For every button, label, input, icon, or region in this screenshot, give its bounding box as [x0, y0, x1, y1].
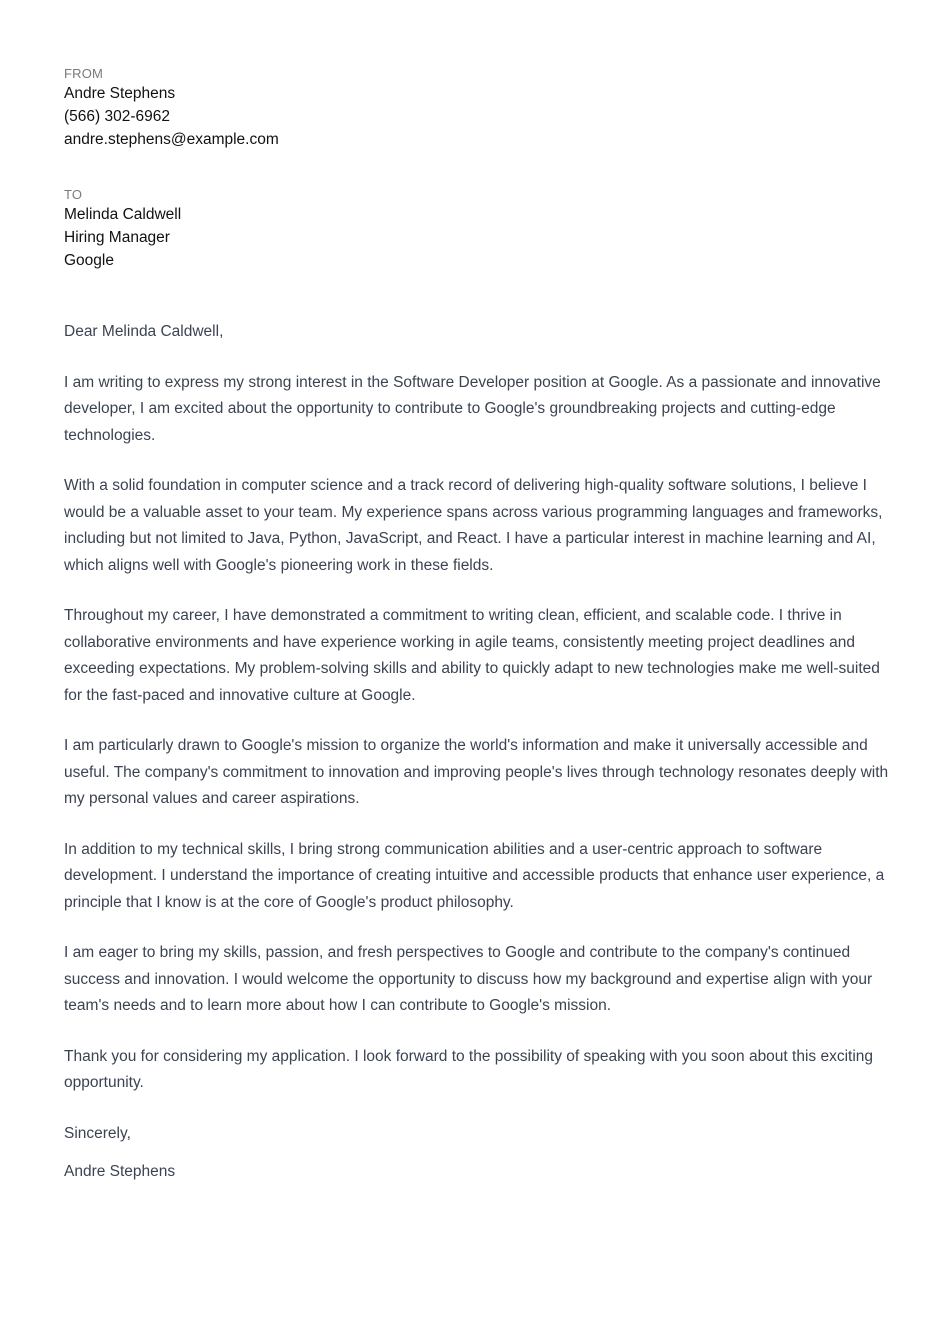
sender-name: Andre Stephens — [64, 85, 176, 102]
closing: Sincerely, — [64, 1124, 131, 1142]
greeting: Dear Melinda Caldwell, — [64, 323, 224, 340]
letter-body — [64, 319, 898, 1186]
recipient-block — [64, 186, 898, 272]
recipient-company: Google — [64, 252, 114, 269]
sender-phone: (566) 302-6962 — [64, 108, 170, 125]
paragraph: Thank you for considering my application. I look forward to the possibility of speaking with you soon about this exciting opportunity. — [64, 1047, 874, 1091]
paragraph: With a solid foundation in computer science and a track record of delivering high-quality software solutions, I believe I would be a valuable asset to your team. My experience spans across various programming languages and frameworks, including but not limited to Java, Python, JavaScript, and React. I have a particular interest in machine learning and AI, which aligns well with Google's pioneering work in these fields. — [64, 477, 883, 574]
cover-letter — [64, 65, 898, 1198]
to-label: TO — [64, 187, 83, 202]
signature: Andre Stephens — [64, 1163, 176, 1180]
paragraph: I am particularly drawn to Google's mission to organize the world's information and make it universally accessible and useful. The company's commitment to innovation and improving people's lives through technology resonates deeply with my personal values and career aspirations. — [64, 737, 889, 807]
sender-email: andre.stephens@example.com — [64, 131, 279, 148]
recipient-name: Melinda Caldwell — [64, 206, 182, 223]
recipient-title: Hiring Manager — [64, 229, 170, 246]
from-label: FROM — [64, 66, 104, 81]
paragraph: In addition to my technical skills, I bring strong communication abilities and a user-centric approach to software development. I understand the importance of creating intuitive and accessible products that enhance user experience, a principle that I know is at the core of Google's product philosophy. — [64, 840, 885, 911]
paragraph: I am writing to express my strong interest in the Software Developer position at Google. As a passionate and innovative developer, I am excited about the opportunity to contribute to Google's groundbreaking projects and cutting-edge technologies. — [64, 373, 881, 444]
paragraph: Throughout my career, I have demonstrated a commitment to writing clean, efficient, and scalable code. I thrive in collaborative environments and have experience working in agile teams, consistently meeting project deadlines and exceeding expectations. My problem-solving skills and ability to quickly adapt to new technologies make me well-suited for the fast-paced and innovative culture at Google. — [64, 607, 880, 704]
sender-block — [64, 65, 898, 151]
paragraph: I am eager to bring my skills, passion, and fresh perspectives to Google and contribute to the company's continued success and innovation. I would welcome the opportunity to discuss how my background and expertise align with your team's needs and to learn more about how I can contribute to Google's mission. — [64, 944, 873, 1014]
